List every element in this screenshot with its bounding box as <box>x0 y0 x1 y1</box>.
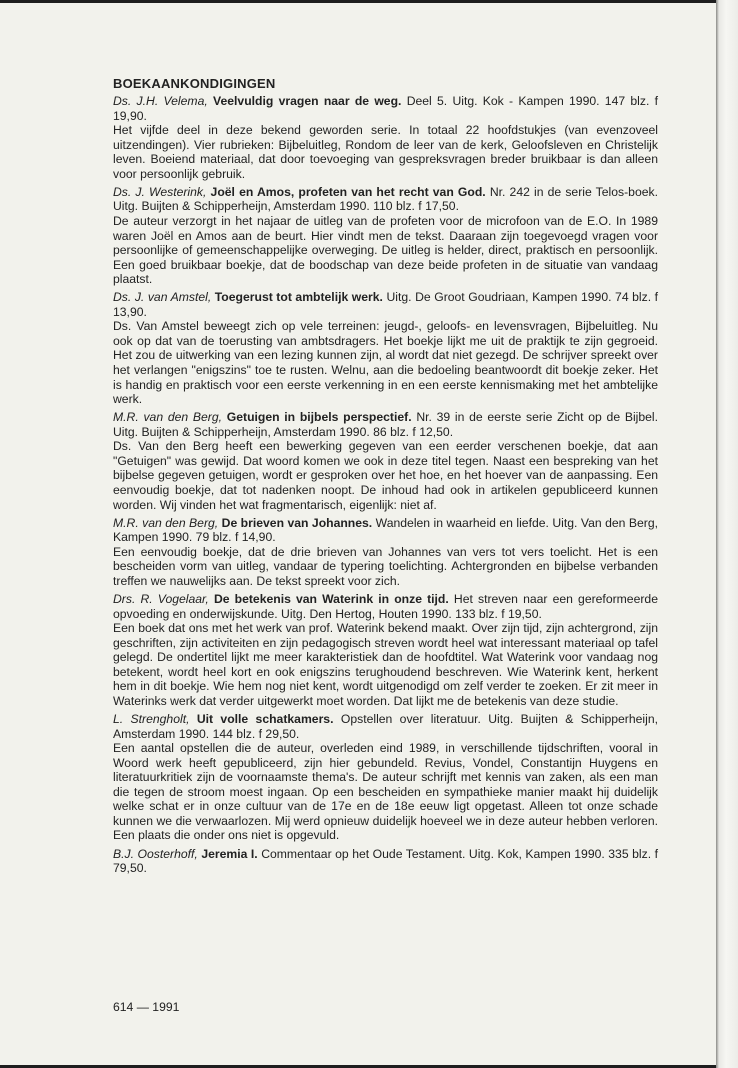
entry-review: Een boek dat ons met het werk van prof. Waterink bekend maakt. Over zijn tijd, zijn achtergrond, zijn geschriften, zijn activiteiten en zijn pedagogisch streven wordt heel wat interessant materiaal op tafel gelegd. De ondertitel lijkt me meer karakteristiek dan de hoofdtitel. Wat Waterink voor vandaag nog betekent, wordt heel kort en ook enigszins terughoudend beschreven. Wie Waterink kent, herkent hem in dit boekje. Wie hem nog niet kent, wordt uitgenodigd om zelf verder te zoeken. Er zit meer in Waterinks werk dat verder uitgewerkt moet worden. Dat lijkt me de betekenis van deze studie. <box>113 621 658 708</box>
entry-review: Ds. Van den Berg heeft een bewerking gegeven van een eerder verschenen boekje, dat aan "Getuigen" was gewijd. Dat woord komen we ook in deze titel tegen. Naast een bespreking van het bijbelse gegeven getuigen, wordt er gesproken over het hoe, en het hoever van de aanpassing. Een eenvoudig boekje, dat tot nadenken noopt. De inhoud had ook in artikelen gepubliceerd kunnen worden. Wij vinden het wat fragmentarisch, eigenlijk: niet af. <box>113 439 658 512</box>
book-entry <box>113 290 658 406</box>
entry-review: Een eenvoudig boekje, dat de drie brieven van Johannes van vers tot vers toelicht. Het is een bescheiden vorm van uitleg, vandaar de typering toelichting. Achtergronden en bijbelse verbanden treffen we nauwelijks aan. De tekst spreekt voor zich. <box>113 544 658 588</box>
entry-citation: Het streven naar een gereformeerde opvoeding en onderwijskunde. Uitg. Den Hertog, Houten 1990. 133 blz. f 19,50. <box>113 592 658 621</box>
entry-title: Toegerust tot ambtelijk werk. <box>214 290 383 305</box>
entry-header <box>113 410 658 439</box>
entry-title: De betekenis van Waterink in onze tijd. <box>213 592 449 607</box>
entry-header <box>113 592 658 621</box>
entry-author: M.R. van den Berg, <box>113 515 219 530</box>
page-edge <box>716 0 738 1068</box>
book-entry <box>113 516 658 589</box>
entry-review: De auteur verzorgt in het najaar de uitleg van de profeten voor de microfoon van de E.O. In 1989 waren Joël en Amos aan de beurt. Hier vindt men de tekst. Daaraan zijn toegevoegd vragen voor persoonlijke of gemeenschappelijke overweging. De uitleg is helder, direct, praktisch en persoonlijk. Een goed bruikbaar boekje, dat de boodschap van deze beide profeten in de situatie van vandaag plaatst. <box>113 213 658 287</box>
entry-citation: Commentaar op het Oude Testament. Uitg. Kok, Kampen 1990. 335 blz. f 79,50. <box>113 846 658 876</box>
book-entry <box>113 712 658 843</box>
entry-author: Ds. J.H. Velema, <box>113 94 208 108</box>
entry-header <box>113 290 658 319</box>
book-entry <box>113 410 658 512</box>
entry-review: Het vijfde deel in deze bekend geworden serie. In totaal 22 hoofdstukjes (van evenzoveel uitzendingen). Vier rubrieken: Bijbeluitleg, Rondom de leer van de kerk, Geloofsleven en Christelijk leven. Boeiend materiaal, dat door toevoeging van gespreksvragen breder bruikbaar is dan alleen voor persoonlijk gebruik. <box>113 123 658 181</box>
entry-title: Getuigen in bijbels perspectief. <box>226 410 412 425</box>
entry-citation: Nr. 39 in de eerste serie Zicht op de Bijbel. Uitg. Buijten & Schipperheijn, Amsterdam 1990. 86 blz. f 12,50. <box>113 410 659 439</box>
entry-citation: Deel 5. Uitg. Kok - Kampen 1990. 147 blz. f 19,90. <box>113 94 659 123</box>
entry-author: L. Strengholt, <box>113 711 190 726</box>
entry-author: M.R. van den Berg, <box>113 410 223 425</box>
entry-title: De brieven van Johannes. <box>221 515 373 530</box>
entry-title: Veelvuldig vragen naar de weg. <box>213 94 402 108</box>
entry-citation: Uitg. De Groot Goudriaan, Kampen 1990. 74 blz. f 13,90. <box>113 290 659 319</box>
entry-title: Joël en Amos, profeten van het recht van God. <box>210 184 486 199</box>
entry-review: Een aantal opstellen die de auteur, overleden eind 1989, in verschillende tijdschriften, vooral in Woord werk heeft gepubliceerd, zijn hier gebundeld. Revius, Vondel, Constantijn Huygens en literatuurkritiek zijn de voornaamste thema's. De auteur schrijft met kennis van zaken, als een man die tegen de stroom moest ingaan. Op een bescheiden en sympathieke manier maakt hij duidelijk welke schat er in onze cultuur van de 17e en de 18e eeuw ligt opgetast. Alleen tot onze schade kunnen we die verwaarlozen. Mij werd opnieuw duidelijk hoeveel we in deze auteur hebben verloren. Een plaats die onder ons niet is opgevuld. <box>113 741 658 843</box>
entry-author: Drs. R. Vogelaar, <box>113 592 209 607</box>
entry-citation: Wandelen in waarheid en liefde. Uitg. Van den Berg, Kampen 1990. 79 blz. f 14,90. <box>113 515 658 545</box>
book-entry <box>113 847 658 876</box>
entry-header <box>113 847 658 876</box>
entry-header <box>113 516 658 545</box>
entry-header <box>113 712 658 741</box>
entry-author: Ds. J. van Amstel, <box>113 290 212 305</box>
entry-header <box>113 185 658 214</box>
page-footer: 614 — 1991 <box>113 1000 180 1014</box>
book-entry <box>113 185 658 287</box>
entry-citation: Opstellen over literatuur. Uitg. Buijten & Schipperheijn, Amsterdam 1990. 144 blz. f 29,50. <box>113 711 658 741</box>
entry-title: Uit volle schatkamers. <box>196 711 334 726</box>
entry-review: Ds. Van Amstel beweegt zich op vele terreinen: jeugd-, geloofs- en levensvragen, Bijbeluitleg. Nu ook op dat van de toerusting van ambtsdragers. Het boekje lijkt me uit de praktijk te zijn gegroeid. Het zou de uitwerking van een lezing kunnen zijn, al wordt dat niet gezegd. De schrijver spreekt over het verlangen "enigszins" toe te rusten. Welnu, aan die bedoeling beantwoordt dit boekje zeker. Het is handig en praktisch voor een eerste verkenning in en een eerste kennismaking met het ambtelijke werk. <box>113 319 658 407</box>
entry-author: Ds. J. Westerink, <box>113 184 207 199</box>
entry-citation: Nr. 242 in de serie Telos-boek. Uitg. Buijten & Schipperheijn, Amsterdam 1990. 110 blz. f 17,50. <box>113 184 658 214</box>
book-entry <box>113 94 658 181</box>
entry-title: Jeremia I. <box>201 846 258 861</box>
section-heading: BOEKAANKONDIGINGEN <box>113 76 276 91</box>
book-entry <box>113 592 658 708</box>
announcements-column <box>113 76 658 879</box>
entry-author: B.J. Oosterhoff, <box>113 846 198 861</box>
entry-header <box>113 94 658 123</box>
